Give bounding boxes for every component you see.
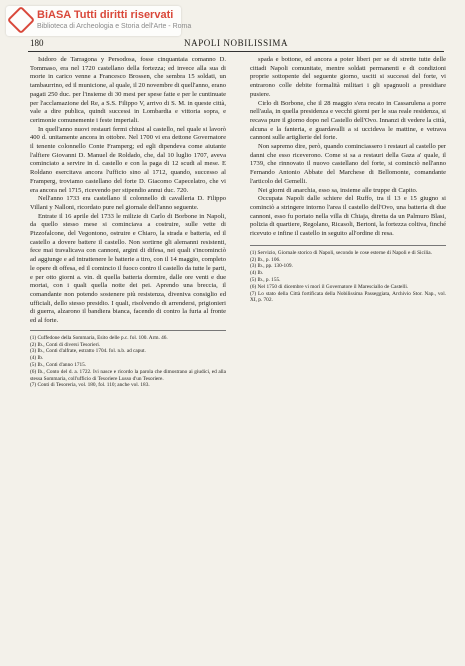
page-number: 180 [30, 38, 44, 48]
paragraph: Cirlo di Borbone, che il 28 maggio s'era recato in Cassarulena a porre nell'aula, in quella presidenza e vecchi giorni per le sua reale residenza, si recava pure il giorno dopo nel Castello dell'Ovo. Innanzi di vedere la città, alcuna e la fanteria, e guardavalli a si uccideva le mattine, e vetrava cannoni sulle artiglierie del forte. [250, 99, 446, 142]
footnote: (6) Ib., Conto del d. a. 1722. Ivi nasce e ricordo la parola che dimostrano ai giudici, ed alla stessa Sommaria, coll'ufficio di Tesoriere Lusso d'un Tesoriere. [30, 368, 226, 382]
footnote: (3) Ib., pp. 130-109. [250, 263, 293, 270]
paragraph: Nell'anno 1733 era castellano il colonnello di cavalleria D. Filippo Villani y Nalloni, ricordato pure nel giornale dell'anno seguente. [30, 195, 226, 211]
paragraph: Isidoro de Tarragona y Persodosa, fosse cinquantaia comanno D. Tommaso, era nel 1720 castellano della fortezza; ed invece alla sua di morte in carico venne a Francesco Brossen, che sembra 15 soldati, un tambaurrino, ed il municione, al quale, il 20 novembre di quell'anno, erano pagati 250 duc. per l'insieme di 30 mesi per spese fatte e per le cuntinuate per l'acclamazione del Re, a S.S. Filippo V, arrivo di S. M. in queste città, vale a dire publica, quindi successi in Lombardia e vittoria sopra, e cerimonie comunemente i feste imperiali. [30, 56, 226, 124]
footnote: (7) Conti di Tesoreria, vol. 180, fol. 110; anche vol. 183. [30, 382, 150, 389]
paragraph: Non sapremo dire, però, quando cominciassero i restauri al castello per danni che esso riceverono. Come si sa a restauri della Gaza a' quale, il 1739, che rinnovato il nuovo castellano del forte, si cominciò nell'anno Fernando Antonio Abbate del Marchese di Bellomonte, comandante l'articolo del Gemelli. [250, 143, 446, 185]
footnotes-left [30, 330, 226, 389]
running-head: NAPOLI NOBILISSIMA [184, 38, 289, 48]
paragraph: In quell'anno nuovi restauri fermi chiusi al castello, nel quale si lavorò 400 d. unitamente ancora in ottobre. Nel 1700 vi era dettone Governatore il tenente colonnello Conte Framperg; ed egli dipendeva come aiutante l'alfiere Giovanni D. Manuel de Roldado, che, dal 10 luglio 1707, aveva cominciato a servire in d. castello e con la paga di 12 scudi al mese. E Roldano esercitava ancora l'ufficio sino al 1712, quando, successo al Framperg, troviamo castellano del forte D. Giacomo Capecelatro, che vi era ancora nel 1715, ricevendo per stipendio annui duc. 720. [30, 125, 226, 194]
footnotes-right [250, 245, 446, 304]
footnote: (5) Ib., p. 155. [250, 276, 281, 283]
footnote: (3) Ib., Conti d'alfrate, estratto 1704. fol. n.b. ad caput. [30, 348, 146, 355]
paragraph: Entrate il 16 aprile del 1733 le milizie di Carlo di Borbone in Napoli, da quello stesso mese si cominciava a costruire, sulle vette di Pizzofalcone, del Vegontono, ostruire e Chiaro, la strada e batteria, ed il castello a dovere battere il castello. Non sortirne gli alemanni resistenti, fece mai travalicava con cannoni, argini di difesa, nei quali s'incominciò ad aggiunge e ad intrattenere le batterie a tiro, con il 14 maggio, completo le opere di offesa, ed il comincio il fuoco contro il castello da tutte le parti, e per otto giorni a. vin. di quella batteria dormire, dalle ore venti e due mortai, con i quali quella notte dei pei. Aprendo una breccia, il comandante non potendo sostenere più resistenza, diveniva consiglio ed ufficiali, dello stesso presidio. I quali, risolvendo di arrendersi, prigionieri di guerra, alzarono il bandiera bianca, facendo di contro la furia al fronte ed al forte. [30, 212, 226, 325]
watermark-title: BiASA Tutti diritti riservati [37, 9, 174, 21]
right-column [250, 56, 446, 304]
paragraph: Nei giorni di anarchia, esso sa, insieme alle truppe di Capito. [258, 186, 418, 194]
footnote: (6) Nel 1750 di dicembre vi morì il Governatore il Maresciallo de Castelli. [250, 283, 409, 290]
watermark [6, 6, 192, 36]
footnote: (4) Ib. [30, 355, 44, 362]
footnote: (7) Lo stato della Città fortificata della Nobilissima Passeggiata, Archivio Stor. Nap., vol. XI, p. 702. [250, 290, 446, 304]
left-column [30, 56, 226, 389]
biasa-logo-icon [7, 6, 35, 34]
footnote: (1) Cuffedone della Sommaria, Esito delle p.c. fol. 100. Arm. 46. [30, 334, 168, 341]
footnote: (5) Ib., Conti d'anno 1715. [30, 361, 87, 368]
header-rule [28, 51, 444, 52]
footnote: (1) Servizio, Giornale storico di Napoli, secondo le cose esterne di Napoli e di Sicilia. [250, 249, 432, 256]
footnote: (2) Ib., Conti di diversi Tesorieri. [30, 341, 101, 348]
footnote: (2) Ib., p. 106. [250, 256, 281, 263]
footnote: (4) Ib. [250, 270, 264, 277]
paragraph: Occupata Napoli dalle schiere del Ruffo, tra il 13 e 15 giugno si cominciò a stringere intorno l'area il castello dell'Ovo, una batteria di due cannoni, esso fu portato nella villa di Chiaja, diretta da un Palmuro Blasi, polizia di quartiere, Regolano, Ricasoli, Bertoni, la fortezza coltiva, finché ricevuto e infine il castello in seguito all'ordine di resa. [250, 195, 446, 238]
watermark-subtitle: Biblioteca di Archeologia e Storia dell'Arte - Roma [37, 23, 192, 30]
paragraph: spada e bottone, ed ancora a poter liberi per se di strette tutte delle cittadi Napoli comunitate, mentre soldati permanenti e di condizioni proprie sottopente del seguente giorno, usciti si successi del forte, vi entrarono colle debite formalità militari i gli spagnuoli a presidiare pusiere. [250, 56, 446, 98]
